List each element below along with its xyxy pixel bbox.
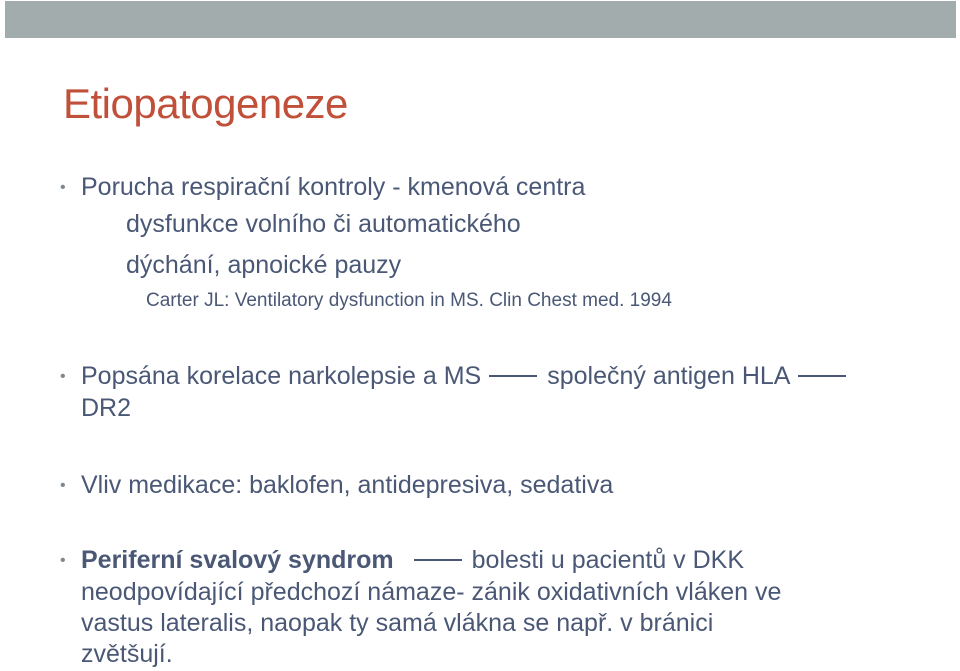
bullet-1-reference: Carter JL: Ventilatory dysfunction in MS. Clin Chest med. 1994 <box>146 290 672 311</box>
top-decorative-bar <box>5 1 956 38</box>
bullet-3-line-1: Vliv medikace: baklofen, antidepresiva, sedativa <box>81 471 614 499</box>
bullet-marker: • <box>60 179 66 196</box>
bullet-4-line-2: neodpovídající předchozí námaze- zánik oxidativních vláken ve <box>81 578 782 606</box>
bullet-marker: • <box>60 477 66 494</box>
bullet-2-line-2: DR2 <box>81 394 132 422</box>
bullet-marker: • <box>60 368 66 385</box>
bullet-4-line-4: zvětšují. <box>81 640 173 668</box>
bullet-4-line-3: vastus lateralis, naopak ty samá vlákna se např. v bránici <box>81 609 714 637</box>
slide-title: Etiopatogeneze <box>63 80 348 127</box>
bullet-1-line-3: dýchání, apnoické pauzy <box>126 251 402 279</box>
bullet-2-text-a: Popsána korelace narkolepsie a MS <box>81 362 482 390</box>
bullet-1-line-2: dysfunkce volního či automatického <box>126 210 521 238</box>
em-dash <box>489 375 537 377</box>
bullet-4-line-1 <box>81 545 744 575</box>
bullet-4-bold-term: Periferní svalový syndrom <box>81 546 394 574</box>
bullet-1-line-1: Porucha respirační kontroly - kmenová centra <box>81 173 586 201</box>
bullet-marker: • <box>60 552 66 569</box>
em-dash <box>798 375 846 377</box>
bullet-2-line-1 <box>81 361 856 391</box>
bullet-2-text-b: společný antigen HLA <box>547 362 791 390</box>
bullet-4-text: bolesti u pacientů v DKK <box>471 546 745 574</box>
em-dash <box>414 559 462 561</box>
